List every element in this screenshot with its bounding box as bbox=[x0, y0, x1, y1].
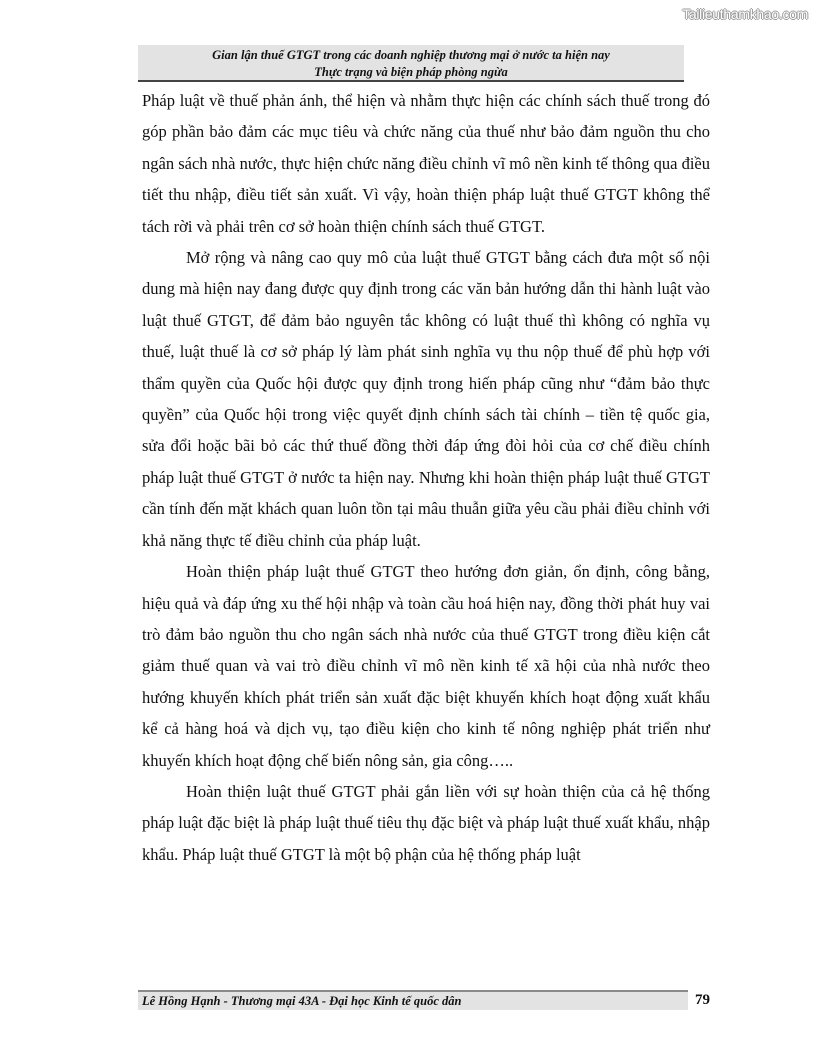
watermark: Tailieuthamkhao.com bbox=[682, 6, 808, 22]
paragraph-4: Hoàn thiện luật thuế GTGT phải gắn liền với sự hoàn thiện của cả hệ thống pháp luật đặc biệt là pháp luật thuế tiêu thụ đặc biệt và pháp luật thuế xuất khẩu, nhập khẩu. Pháp luật thuế GTGT là một bộ phận của hệ thống pháp luật bbox=[142, 781, 710, 864]
header-title-line1: Gian lận thuế GTGT trong các doanh nghiệp thương mại ở nước ta hiện nay bbox=[212, 48, 610, 62]
running-footer: Lê Hồng Hạnh - Thương mại 43A - Đại học Kinh tế quốc dân bbox=[138, 990, 688, 1010]
running-header bbox=[138, 45, 684, 82]
page-number: 79 bbox=[695, 992, 710, 1008]
header-title-line2: Thực trạng và biện pháp phòng ngừa bbox=[314, 65, 508, 79]
paragraph-2: Mở rộng và nâng cao quy mô của luật thuế GTGT bằng cách đưa một số nội dung mà hiện nay đang được quy định trong các văn bản hướng dẫn thi hành luật vào luật thuế GTGT, để đảm bảo nguyên tắc không có luật thuế thì không có nghĩa vụ thuế, luật thuế là cơ sở pháp lý làm phát sinh nghĩa vụ thu nộp thuế để phù hợp với thẩm quyền của Quốc hội được quy định trong hiến pháp cũng như “đảm bảo thực quyền” của Quốc hội trong việc quyết định chính sách tài chính – tiền tệ quốc gia, sửa đổi hoặc bãi bỏ các thứ thuế đồng thời đáp ứng đòi hỏi của cơ chế điều chính pháp luật thuế GTGT ở nước ta hiện nay. Nhưng khi hoàn thiện pháp luật thuế GTGT cần tính đến mặt khách quan luôn tồn tại mâu thuẫn giữa yêu cầu phải điều chỉnh với khả năng thực tế điều chỉnh của pháp luật. bbox=[142, 248, 710, 550]
body-text bbox=[142, 85, 710, 870]
paragraph-3: Hoàn thiện pháp luật thuế GTGT theo hướng đơn giản, ổn định, công bằng, hiệu quả và đáp ứng xu thế hội nhập và toàn cầu hoá hiện nay, đồng thời phát huy vai trò đảm bảo nguồn thu cho ngân sách nhà nước của thuế GTGT trong điều kiện cắt giảm thuế quan và vai trò điều chỉnh vĩ mô nền kinh tế xã hội của nhà nước theo hướng khuyến khích phát triển sản xuất đặc biệt khuyến khích hoạt động xuất khẩu kể cả hàng hoá và dịch vụ, tạo điều kiện cho kinh tế nông nghiệp phát triển như khuyến khích hoạt động chế biến nông sản, gia công….. bbox=[142, 562, 710, 770]
paragraph-1: Pháp luật về thuế phản ánh, thể hiện và nhằm thực hiện các chính sách thuế trong đó góp phần bảo đảm các mục tiêu và chức năng của thuế như bảo đảm nguồn thu cho ngân sách nhà nước, thực hiện chức năng điều chỉnh vĩ mô nền kinh tế thông qua điều tiết thu nhập, điều tiết sản xuất. Vì vậy, hoàn thiện pháp luật thuế GTGT không thể tách rời và phải trên cơ sở hoàn thiện chính sách thuế GTGT. bbox=[142, 91, 710, 236]
